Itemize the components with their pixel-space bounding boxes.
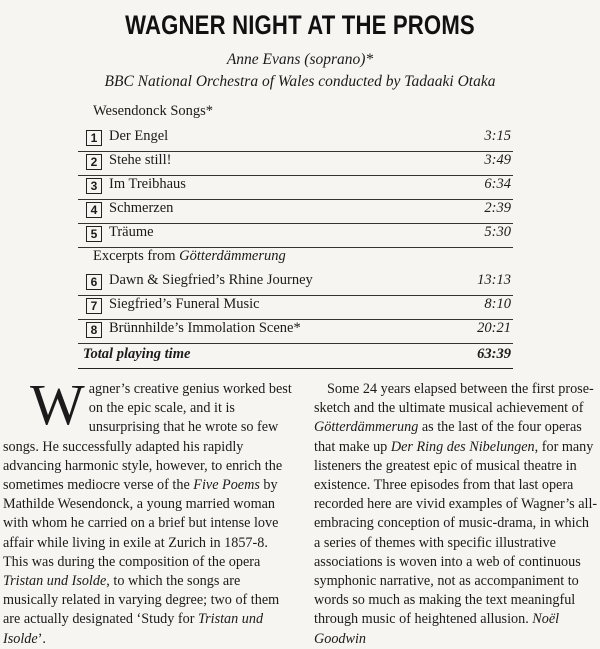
track-row (78, 175, 513, 200)
notes-text: by Mathilde Wesendonck, a young married woman with whom he carried on a brief but intense love affair while living in exile at Zurich in 1857-8. This was during the composition of the opera (3, 477, 279, 570)
orchestra-credit: BBC National Orchestra of Wales conducted by Tadaaki Otaka (104, 73, 496, 90)
track-row (78, 199, 513, 224)
track-duration: 5:30 (484, 224, 511, 240)
track-number: 8 (86, 322, 102, 338)
notes-text: , to which the songs are musically related in varying degree; two of them are actually designated ‘Study for (3, 573, 280, 628)
track-title: Träume (109, 224, 154, 240)
track-duration: 6:34 (484, 176, 511, 192)
track-title: Der Engel (109, 128, 169, 144)
notes-author: Noël Goodwin (314, 611, 560, 647)
track-number: 6 (86, 274, 102, 290)
track-row (78, 127, 513, 152)
total-duration: 63:39 (477, 346, 511, 362)
track-row (78, 223, 513, 248)
track-row (78, 151, 513, 176)
notes-text: ’. (37, 630, 46, 647)
track-duration: 8:10 (484, 296, 511, 312)
album-title: WAGNER NIGHT AT THE PROMS (125, 10, 475, 40)
track-title: Schmerzen (109, 200, 174, 216)
work-title: Five Poems (193, 477, 260, 494)
section-heading-work: Götterdämmerung (179, 248, 286, 264)
track-number: 4 (86, 202, 102, 218)
track-row (78, 295, 513, 320)
track-duration: 3:15 (484, 128, 511, 144)
notes-text: Some 24 years elapsed between the first prose-sketch and the ultimate musical achievement of (314, 381, 594, 417)
track-title: Stehe still! (109, 152, 172, 168)
notes-text: agner’s creative genius worked best on the epic scale, and it is unsurprising that he wrote so few songs. He successfully adapted his rapidly advancing harmonic style, however, to enrich the sometimes mediocre verse of the (3, 381, 292, 494)
track-title: Brünnhilde’s Immolation Scene* (109, 320, 301, 336)
track-number: 7 (86, 298, 102, 314)
section-heading-prefix: Excerpts from (93, 248, 176, 264)
work-title: Der Ring des Nibelungen (390, 438, 535, 455)
divider (78, 368, 513, 369)
total-playing-time (78, 344, 513, 368)
notes-text: , for many listeners the greatest epic of musical theatre in existence. Three episodes from that last opera recorded here are vivid examples of Wagner’s all-embracing conception of music-drama, in which a series of themes with specific illustrative associations is woven into a web of continuous symphonic narrative, not as accompaniment to words so much as making the text meaningful through music of heightened allusion. (314, 438, 598, 628)
track-duration: 3:49 (484, 152, 511, 168)
track-number: 2 (86, 154, 102, 170)
notes-left-column (3, 372, 295, 649)
notes-right-column (314, 380, 598, 649)
track-row (78, 319, 513, 344)
section-heading-wesendonck: Wesendonck Songs* (93, 103, 214, 119)
work-title: Götterdämmerung (314, 419, 419, 436)
track-duration: 20:21 (477, 320, 511, 336)
section-heading-gotterdammerung (93, 248, 286, 265)
work-title: Tristan und Isolde (3, 573, 107, 590)
track-number: 3 (86, 178, 102, 194)
track-duration: 13:13 (477, 272, 511, 288)
work-title: Tristan und Isolde (3, 611, 264, 647)
track-row (78, 271, 513, 296)
total-label: Total playing time (83, 346, 191, 362)
track-number: 5 (86, 226, 102, 242)
drop-cap: W (30, 372, 85, 437)
track-title: Im Treibhaus (109, 176, 186, 192)
track-duration: 2:39 (484, 200, 511, 216)
track-title: Dawn & Siegfried’s Rhine Journey (109, 272, 313, 288)
track-title: Siegfried’s Funeral Music (109, 296, 260, 312)
soloist-credit: Anne Evans (soprano)* (226, 51, 374, 68)
track-number: 1 (86, 130, 102, 146)
notes-text: as the last of the four operas that make up (314, 419, 582, 455)
